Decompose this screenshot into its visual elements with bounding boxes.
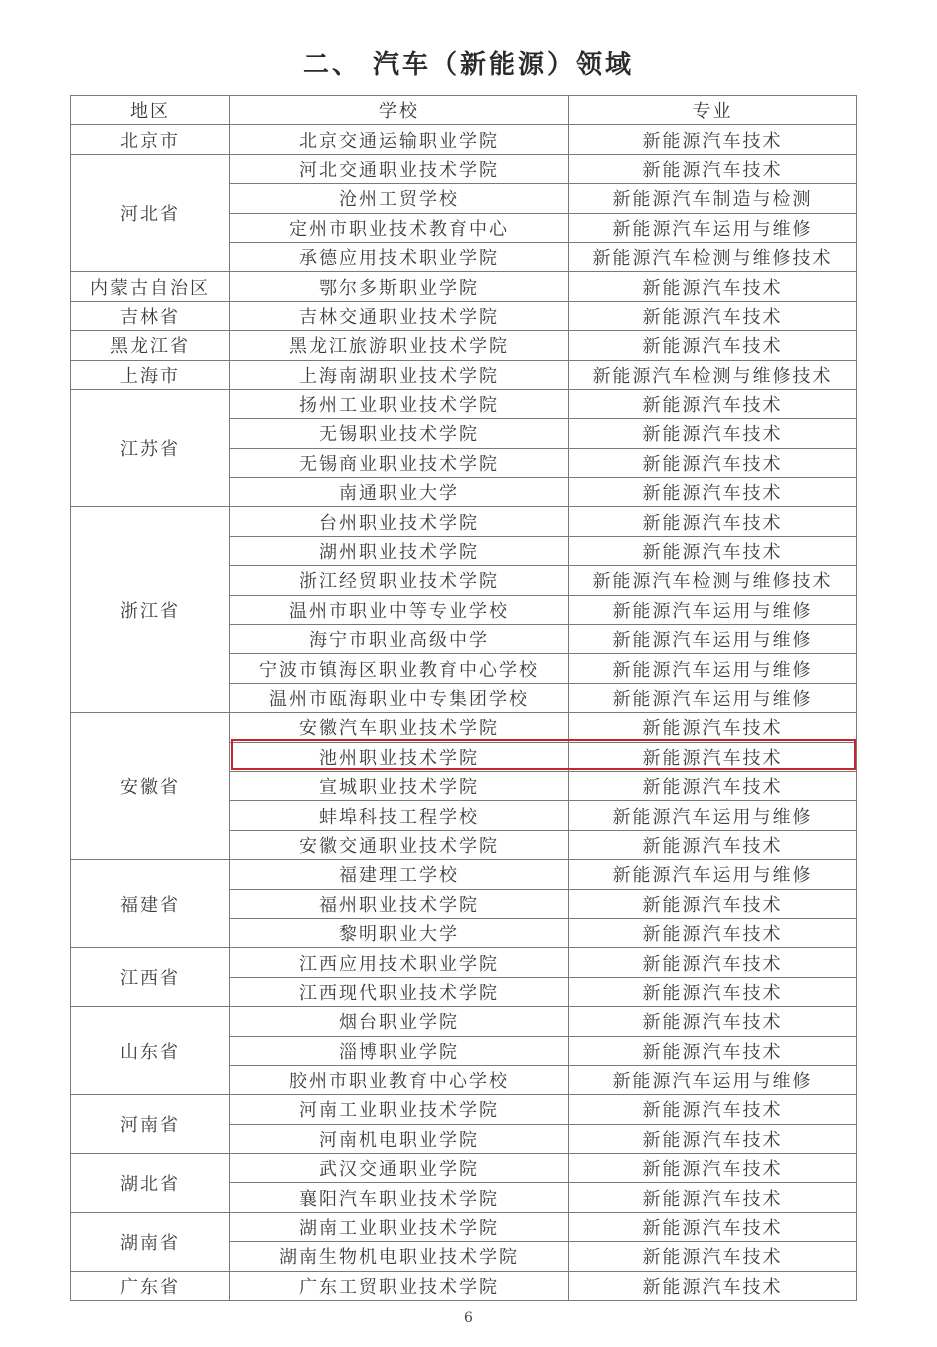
school-cell: 江西应用技术职业学院: [230, 948, 569, 977]
major-cell: 新能源汽车运用与维修: [569, 213, 857, 242]
major-cell: 新能源汽车技术: [569, 478, 857, 507]
region-cell: 广东省: [71, 1271, 230, 1300]
table-row: [71, 272, 857, 301]
table-row: [71, 1095, 857, 1124]
major-cell: 新能源汽车技术: [569, 272, 857, 301]
page-title: 二、 汽车（新能源）领域: [302, 50, 635, 80]
school-cell: 台州职业技术学院: [230, 507, 569, 536]
major-cell: 新能源汽车技术: [569, 742, 857, 771]
school-cell: 广东工贸职业技术学院: [230, 1271, 569, 1300]
table-row: [71, 331, 857, 360]
region-cell: 浙江省: [71, 507, 230, 713]
table-body: [71, 125, 857, 1301]
region-cell: 湖北省: [71, 1154, 230, 1213]
major-cell: 新能源汽车技术: [569, 536, 857, 565]
school-cell: 淄博职业学院: [230, 1036, 569, 1065]
school-cell: 海宁市职业高级中学: [230, 625, 569, 654]
major-cell: 新能源汽车技术: [569, 1007, 857, 1036]
region-cell: 黑龙江省: [71, 331, 230, 360]
major-cell: 新能源汽车技术: [569, 977, 857, 1006]
region-cell: 河南省: [71, 1095, 230, 1154]
school-cell: 扬州工业职业技术学院: [230, 389, 569, 418]
major-cell: 新能源汽车技术: [569, 125, 857, 154]
school-cell: 定州市职业技术教育中心: [230, 213, 569, 242]
school-cell: 承德应用技术职业学院: [230, 242, 569, 271]
school-cell: 温州市职业中等专业学校: [230, 595, 569, 624]
school-cell: 上海南湖职业技术学院: [230, 360, 569, 389]
school-cell: 南通职业大学: [230, 478, 569, 507]
school-cell: 烟台职业学院: [230, 1007, 569, 1036]
school-cell: 池州职业技术学院: [230, 742, 569, 771]
major-cell: 新能源汽车运用与维修: [569, 860, 857, 889]
table-row: [71, 860, 857, 889]
major-cell: 新能源汽车技术: [569, 1095, 857, 1124]
major-cell: 新能源汽车技术: [569, 507, 857, 536]
major-cell: 新能源汽车技术: [569, 1183, 857, 1212]
school-cell: 武汉交通职业学院: [230, 1154, 569, 1183]
school-cell: 鄂尔多斯职业学院: [230, 272, 569, 301]
region-cell: 吉林省: [71, 301, 230, 330]
school-cell: 黎明职业大学: [230, 918, 569, 947]
school-cell: 胶州市职业教育中心学校: [230, 1065, 569, 1094]
school-cell: 安徽汽车职业技术学院: [230, 713, 569, 742]
school-cell: 福建理工学校: [230, 860, 569, 889]
major-cell: 新能源汽车技术: [569, 331, 857, 360]
school-cell: 河南工业职业技术学院: [230, 1095, 569, 1124]
page-number: 6: [464, 1310, 473, 1326]
major-cell: 新能源汽车技术: [569, 1242, 857, 1271]
major-cell: 新能源汽车运用与维修: [569, 595, 857, 624]
school-cell: 浙江经贸职业技术学院: [230, 566, 569, 595]
region-cell: 北京市: [71, 125, 230, 154]
school-cell: 北京交通运输职业学院: [230, 125, 569, 154]
school-cell: 宣城职业技术学院: [230, 771, 569, 800]
major-cell: 新能源汽车技术: [569, 948, 857, 977]
school-cell: 襄阳汽车职业技术学院: [230, 1183, 569, 1212]
major-cell: 新能源汽车技术: [569, 713, 857, 742]
header-school: 学校: [230, 96, 569, 125]
school-cell: 吉林交通职业技术学院: [230, 301, 569, 330]
major-cell: 新能源汽车技术: [569, 830, 857, 859]
region-cell: 山东省: [71, 1007, 230, 1095]
region-cell: 河北省: [71, 154, 230, 272]
major-cell: 新能源汽车检测与维修技术: [569, 566, 857, 595]
major-cell: 新能源汽车技术: [569, 1154, 857, 1183]
major-cell: 新能源汽车检测与维修技术: [569, 360, 857, 389]
major-cell: 新能源汽车技术: [569, 389, 857, 418]
school-cell: 湖州职业技术学院: [230, 536, 569, 565]
school-cell: 蚌埠科技工程学校: [230, 801, 569, 830]
table-row: [71, 948, 857, 977]
region-cell: 福建省: [71, 860, 230, 948]
school-cell: 无锡商业职业技术学院: [230, 448, 569, 477]
table-row: [71, 154, 857, 183]
major-cell: 新能源汽车运用与维修: [569, 625, 857, 654]
major-cell: 新能源汽车运用与维修: [569, 801, 857, 830]
region-cell: 上海市: [71, 360, 230, 389]
major-cell: 新能源汽车技术: [569, 419, 857, 448]
table-row: [71, 1007, 857, 1036]
table-row: [71, 360, 857, 389]
header-region: 地区: [71, 96, 230, 125]
major-cell: 新能源汽车技术: [569, 301, 857, 330]
major-cell: 新能源汽车技术: [569, 889, 857, 918]
school-cell: 河北交通职业技术学院: [230, 154, 569, 183]
school-cell: 湖南工业职业技术学院: [230, 1212, 569, 1241]
school-cell: 安徽交通职业技术学院: [230, 830, 569, 859]
major-cell: 新能源汽车运用与维修: [569, 683, 857, 712]
major-cell: 新能源汽车技术: [569, 1124, 857, 1153]
school-cell: 宁波市镇海区职业教育中心学校: [230, 654, 569, 683]
school-cell: 黑龙江旅游职业技术学院: [230, 331, 569, 360]
region-cell: 江苏省: [71, 389, 230, 507]
major-cell: 新能源汽车运用与维修: [569, 654, 857, 683]
table-header-row: [71, 96, 857, 125]
major-cell: 新能源汽车技术: [569, 918, 857, 947]
major-cell: 新能源汽车技术: [569, 1271, 857, 1300]
major-cell: 新能源汽车技术: [569, 771, 857, 800]
table-row: [71, 1271, 857, 1300]
major-cell: 新能源汽车技术: [569, 448, 857, 477]
major-cell: 新能源汽车技术: [569, 1036, 857, 1065]
schools-table: [70, 95, 857, 1301]
major-cell: 新能源汽车运用与维修: [569, 1065, 857, 1094]
table-row: [71, 1154, 857, 1183]
table-row: [71, 507, 857, 536]
region-cell: 安徽省: [71, 713, 230, 860]
header-major: 专业: [569, 96, 857, 125]
table-row: [71, 125, 857, 154]
table-row: [71, 713, 857, 742]
school-cell: 河南机电职业学院: [230, 1124, 569, 1153]
school-cell: 无锡职业技术学院: [230, 419, 569, 448]
table-row: [71, 1212, 857, 1241]
region-cell: 江西省: [71, 948, 230, 1007]
major-cell: 新能源汽车技术: [569, 154, 857, 183]
school-cell: 江西现代职业技术学院: [230, 977, 569, 1006]
major-cell: 新能源汽车技术: [569, 1212, 857, 1241]
table-row: [71, 389, 857, 418]
school-cell: 沧州工贸学校: [230, 184, 569, 213]
school-cell: 温州市瓯海职业中专集团学校: [230, 683, 569, 712]
school-cell: 湖南生物机电职业技术学院: [230, 1242, 569, 1271]
major-cell: 新能源汽车检测与维修技术: [569, 242, 857, 271]
region-cell: 内蒙古自治区: [71, 272, 230, 301]
region-cell: 湖南省: [71, 1212, 230, 1271]
major-cell: 新能源汽车制造与检测: [569, 184, 857, 213]
highlight-box: [231, 739, 856, 770]
table-row: [71, 301, 857, 330]
school-cell: 福州职业技术学院: [230, 889, 569, 918]
